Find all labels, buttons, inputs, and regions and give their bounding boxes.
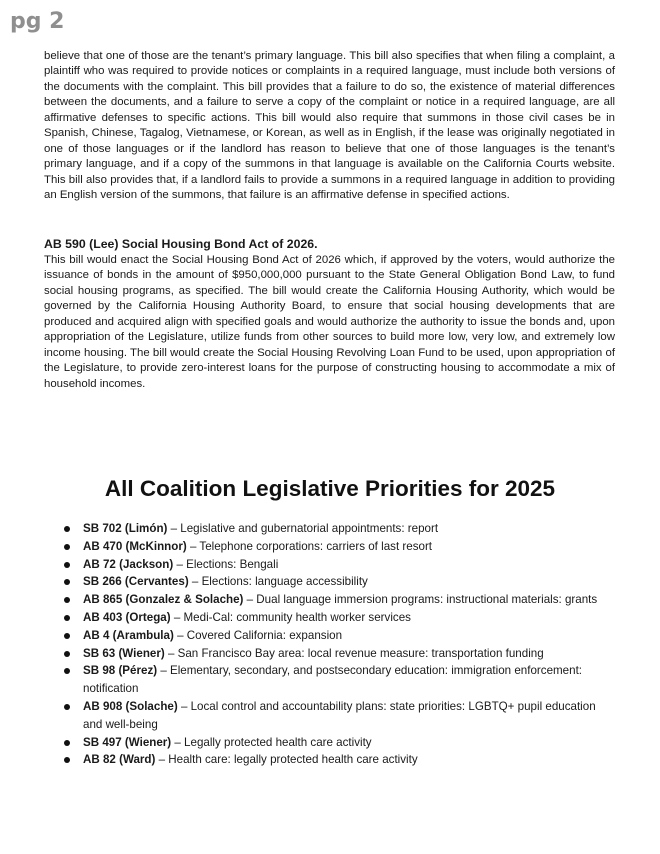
list-item bbox=[64, 591, 614, 609]
bullet-icon bbox=[64, 526, 70, 532]
page-number-label: pg 2 bbox=[10, 9, 65, 34]
bill-summary: – Elections: language accessibility bbox=[188, 575, 368, 589]
list-item bbox=[64, 662, 614, 698]
list-item bbox=[64, 627, 614, 645]
bullet-icon bbox=[64, 544, 70, 550]
bullet-icon bbox=[64, 668, 70, 674]
bill-summary: – Telephone corporations: carriers of last resort bbox=[186, 539, 433, 553]
bill-heading: AB 590 (Lee) Social Housing Bond Act of 2026. bbox=[44, 237, 318, 251]
bill-description: This bill would enact the Social Housing Bond Act of 2026 which, if approved by the voters, would authorize the issuance of bonds in the amount of $950,000,000 pursuant to the State General Obligation Bond Law, to fund social housing programs, as specified. The bill would create the California Housing Authority, which would be governed by the California Housing Authority Board, to ensure that social housing developments that are produced and acquired align with specified goals and would authorize the authority to issue the bonds and, upon appropriation of the Legislature, utilize funds from other sources to build more low, very low, and extremely low income housing. The bill would create the Social Housing Revolving Loan Fund to be used, upon appropriation of the Legislature, to provide zero-interest loans for the purpose of constructing housing to accommodate a mix of household incomes. bbox=[44, 254, 615, 390]
bill-id: SB 702 (Limón) bbox=[83, 522, 168, 535]
bill-summary: – Medi-Cal: community health worker services bbox=[170, 610, 411, 624]
bill-id: AB 82 (Ward) bbox=[83, 753, 156, 767]
priorities-list bbox=[64, 520, 614, 769]
bill-id: AB 865 (Gonzalez & Solache) bbox=[83, 593, 244, 607]
bullet-icon bbox=[64, 579, 70, 585]
bullet-icon bbox=[64, 740, 70, 746]
bullet-icon bbox=[64, 562, 70, 568]
bill-id: SB 497 (Wiener) bbox=[83, 735, 172, 749]
list-item bbox=[64, 698, 614, 734]
priorities-title-part1: All Coalition bbox=[104, 476, 237, 501]
bill-id: SB 63 (Wiener) bbox=[83, 646, 165, 660]
list-item bbox=[64, 751, 614, 769]
bill-summary: – Covered California: expansion bbox=[173, 628, 343, 642]
list-item bbox=[64, 645, 614, 663]
bill-summary: – Legislative and gubernatorial appointments: report bbox=[167, 522, 439, 535]
list-item bbox=[64, 734, 614, 752]
list-item bbox=[64, 520, 614, 538]
bill-id: AB 470 (McKinnor) bbox=[83, 539, 187, 553]
priorities-title-part2: Legislative Priorities for 2025 bbox=[242, 476, 556, 501]
list-item bbox=[64, 609, 614, 627]
bullet-icon bbox=[64, 704, 70, 710]
bill-summary: – San Francisco Bay area: local revenue measure: transportation funding bbox=[164, 646, 544, 660]
bill-summary: – Legally protected health care activity bbox=[171, 735, 372, 749]
bill-id: AB 72 (Jackson) bbox=[83, 557, 174, 571]
list-item bbox=[64, 573, 614, 591]
bullet-icon bbox=[64, 615, 70, 621]
bill-summary: – Dual language immersion programs: instructional materials: grants bbox=[243, 593, 598, 607]
bill-summary: – Elections: Bengali bbox=[173, 557, 279, 571]
bill-summary: – Health care: legally protected health care activity bbox=[155, 753, 418, 767]
list-item bbox=[64, 556, 614, 574]
bill-id: SB 98 (Pérez) bbox=[83, 664, 158, 678]
bill-id: AB 4 (Arambula) bbox=[83, 628, 174, 642]
bill-summary: – Local control and accountability plans: state priorities: LGBTQ+ pupil education and well-being bbox=[83, 699, 596, 731]
priorities-title bbox=[0, 474, 660, 504]
bullet-icon bbox=[64, 651, 70, 657]
list-item bbox=[64, 538, 614, 556]
bullet-icon bbox=[64, 757, 70, 763]
bill-id: SB 266 (Cervantes) bbox=[83, 575, 189, 589]
intro-paragraph: believe that one of those are the tenant’s primary language. This bill also specifies that when filing a complaint, a plaintiff who was required to provide notices or complaints in a required language, must include both versions of the documents with the complaint. This bill provides that a failure to do so, the existence of material differences between the documents, and a failure to serve a copy of the complaint or notice in a required language, are all affirmative defenses to specific actions. This bill would also require that summons in those civil cases be in Spanish, Chinese, Tagalog, Vietnamese, or Korean, as well as in English, if the lease was originally negotiated in one of those languages or if the landlord has reason to believe that one of those languages is the tenant’s primary language, and if a copy of the summons in that language is available on the California Courts website. This bill also provides that, if a landlord fails to provide a summons in a required language in addition to providing an English version of the summons, that failure is an affirmative defense in specified actions. bbox=[44, 50, 615, 202]
bullet-icon bbox=[64, 597, 70, 603]
bill-id: AB 403 (Ortega) bbox=[83, 610, 171, 624]
bullet-icon bbox=[64, 633, 70, 639]
bill-summary: – Elementary, secondary, and postsecondary education: immigration enforcement: notification bbox=[83, 664, 583, 696]
bill-id: AB 908 (Solache) bbox=[83, 699, 178, 713]
